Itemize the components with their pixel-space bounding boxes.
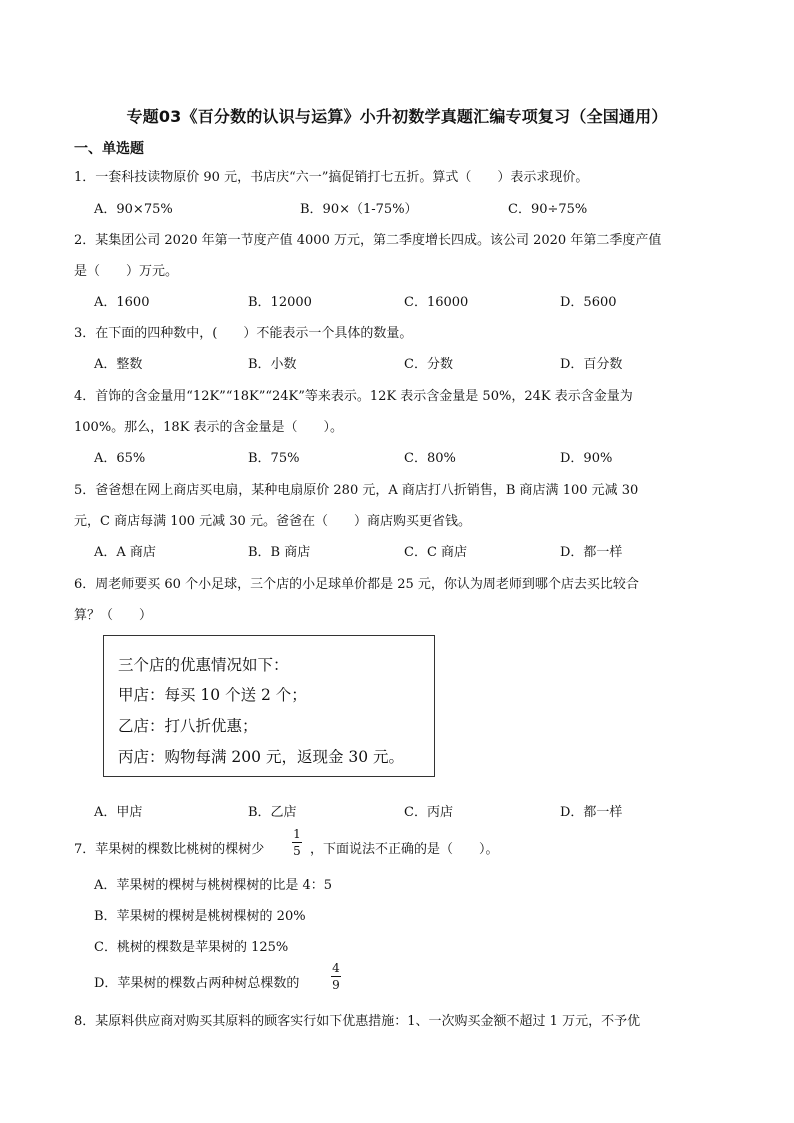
question-1-stem: 1．一套科技读物原价 90 元，书店庆“六一”搞促销打七五折。算式（ ）表示求现价。 [74,170,589,185]
question-5-stem-line-1: 5．爸爸想在网上商店买电扇，某种电扇原价 280 元，A 商店打八折销售，B 商店满 100 元减 30 [74,483,639,498]
q4-option-c: C．80% [404,451,456,466]
question-3-stem: 3．在下面的四种数中，( ）不能表示一个具体的数量。 [74,326,413,341]
q3-option-c: C．分数 [404,357,453,372]
question-2-stem-line-1: 2．某集团公司 2020 年第一节度产值 4000 万元，第二季度增长四成。该公司 2020 年第二季度产值 [74,233,662,248]
q7-option-a: A．苹果树的棵树与桃树棵树的比是 4：5 [94,878,333,893]
fraction-bar [292,842,302,843]
q7-option-d-fraction [331,961,341,992]
q4-option-d: D．90% [560,451,613,466]
box-line-store-yi: 乙店：打八折优惠； [118,717,258,735]
q7-fraction-numerator: 1 [293,827,301,841]
q7-option-d-numerator: 4 [332,961,340,975]
question-6-stem-line-1: 6．周老师要买 60 个小足球，三个店的小足球单价都是 25 元，你认为周老师到哪个店去买比较合 [74,577,639,592]
q7-fraction-denominator: 5 [293,844,301,858]
q1-option-c: C．90÷75% [508,202,588,217]
q2-option-d: D．5600 [560,295,617,310]
q7-option-d: D．苹果树的棵数占两种树总棵数的 [94,976,300,991]
q3-option-a: A．整数 [94,357,143,372]
q2-option-a: A．1600 [94,295,150,310]
q6-option-d: D．都一样 [560,805,623,820]
q2-option-c: C．16000 [404,295,469,310]
q3-option-d: D．百分数 [560,357,623,372]
question-2-stem-line-2: 是（ ）万元。 [74,264,179,279]
q2-option-b: B．12000 [248,295,312,310]
box-line-store-bing: 丙店：购物每满 200 元，返现金 30 元。 [118,748,405,766]
q4-option-a: A．65% [94,451,146,466]
question-8-stem: 8．某原料供应商对购买其原料的顾客实行如下优惠措施：1、一次购买金额不超过 1 万元，不予优 [74,1014,641,1029]
q6-option-c: C．丙店 [404,805,453,820]
question-7-stem-before: 7．苹果树的棵数比桃树的棵树少 [74,842,265,857]
q7-fraction [292,827,302,858]
q7-option-b: B．苹果树的棵树是桃树棵树的 20% [94,909,306,924]
q7-option-c: C．桃树的棵数是苹果树的 125% [94,940,289,955]
q7-option-d-denominator: 9 [332,978,340,992]
q3-option-b: B．小数 [248,357,297,372]
q6-option-a: A．甲店 [94,805,143,820]
q5-option-c: C．C 商店 [404,545,468,560]
question-6-stem-line-2: 算？（ ） [74,608,153,623]
question-4-stem-line-1: 4．首饰的含金量用“12K”“18K”“24K”等来表示。12K 表示含金量是 50%，24K 表示含金量为 [74,389,633,404]
q5-option-b: B．B 商店 [248,545,311,560]
section-heading: 一、单选题 [74,141,144,157]
question-5-stem-line-2: 元，C 商店每满 100 元减 30 元。爸爸在（ ）商店购买更省钱。 [74,514,471,529]
box-line-heading: 三个店的优惠情况如下： [118,656,289,674]
q1-option-a: A．90×75% [94,202,173,217]
q1-option-b: B．90×（1-75%） [300,202,418,217]
question-4-stem-line-2: 100%。那么，18K 表示的含金量是（ ）。 [74,420,344,435]
fraction-bar [331,976,341,977]
q4-option-b: B．75% [248,451,300,466]
q6-option-b: B．乙店 [248,805,297,820]
page-title: 专题03《百分数的认识与运算》小升初数学真题汇编专项复习（全国通用） [126,107,668,126]
box-line-store-jia: 甲店：每买 10 个送 2 个； [118,686,307,704]
q5-option-a: A．A 商店 [94,545,156,560]
discount-info-box [103,635,435,777]
q5-option-d: D．都一样 [560,545,623,560]
question-7-stem-after: ，下面说法不正确的是（ ）。 [310,842,499,857]
